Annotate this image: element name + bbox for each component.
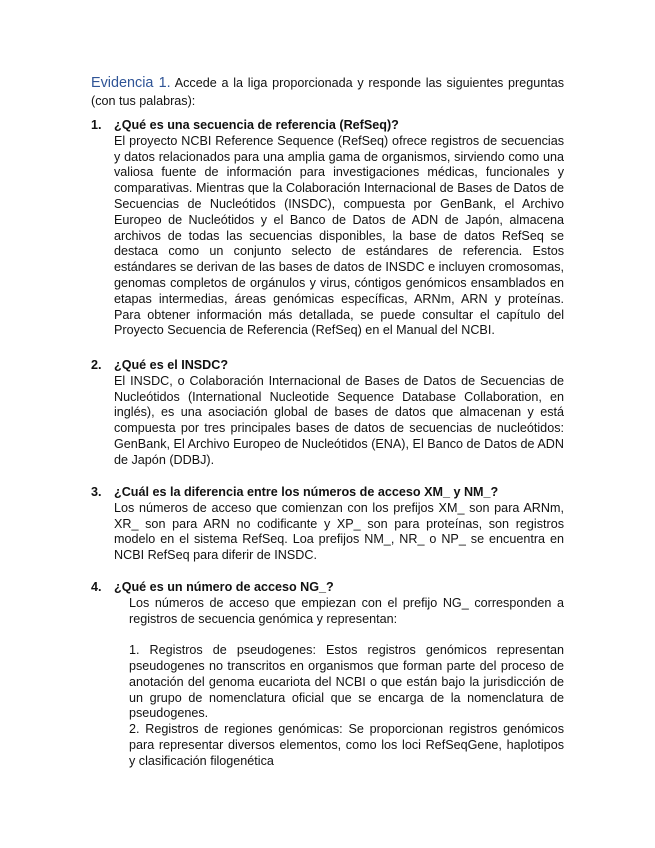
question-2-heading	[91, 358, 564, 374]
question-4-item-2: 2. Registros de regiones genómicas: Se proporcionan registros genómicos para representar diversos elementos, como los loci RefSeqGene, haplotipos y clasificación filogenética	[129, 722, 564, 768]
evidence-instruction: Accede a la liga proporcionada y responde las siguientes preguntas (con tus palabras):	[91, 76, 565, 108]
evidence-label: Evidencia 1.	[91, 75, 171, 91]
question-4-number: 4.	[91, 580, 102, 594]
question-3-number: 3.	[91, 485, 102, 499]
question-4-item-1: 1. Registros de pseudogenes: Estos registros genómicos representan pseudogenes no transcritos en organismos que forman parte del proceso de anotación del genoma eucariota del NCBI o que están bajo la jurisdicción de un grupo de nomenclatura oficial que se encarga de la nomenclatura de pseudogenes.	[129, 643, 564, 721]
question-4	[91, 580, 564, 770]
question-1-title: ¿Qué es una secuencia de referencia (RefSeq)?	[114, 118, 399, 132]
question-2-answer: El INSDC, o Colaboración Internacional de Bases de Datos de Secuencias de Nucleótidos (International Nucleotide Sequence Database Collaboration, en inglés), es una asociación global de bases de datos que almacenan y está compuesta por tres principales bases de datos de secuencias de nucleótidos: GenBank, El Archivo Europeo de Nucleótidos (ENA), El Banco de Datos de ADN de Japón (DDBJ).	[114, 373, 564, 467]
question-3-heading	[91, 485, 564, 501]
question-1-number: 1.	[91, 118, 102, 132]
question-2-title: ¿Qué es el INSDC?	[114, 358, 229, 372]
question-1	[91, 118, 564, 339]
question-3-title: ¿Cuál es la diferencia entre los números de acceso XM_ y NM_?	[114, 485, 499, 499]
question-1-heading	[91, 118, 564, 134]
question-2-number: 2.	[91, 358, 102, 372]
question-4-heading	[91, 580, 564, 596]
question-2	[91, 358, 564, 469]
question-4-title: ¿Qué es un número de acceso NG_?	[114, 580, 334, 594]
question-3-answer: Los números de acceso que comienzan con los prefijos XM_ son para ARNm, XR_ son para ARN no codificante y XP_ son para proteínas, son registros modelo en el sistema RefSeq. Loa prefijos NM_, NR_ o NP_ se encuentra en NCBI RefSeq para diferir de INSDC.	[114, 500, 564, 563]
question-3	[91, 485, 564, 564]
question-4-intro: Los números de acceso que empiezan con el prefijo NG_ corresponden a registros de secuencia genómica y representan:	[129, 595, 564, 626]
evidence-intro	[91, 74, 564, 110]
question-1-answer: El proyecto NCBI Reference Sequence (RefSeq) ofrece registros de secuencias y datos relacionados para una amplia gama de organismos, sirviendo como una valiosa fuente de información para investigaciones médicas, funcionales y comparativas. Mientras que la Colaboración Internacional de Bases de Datos de Secuencias de Nucleótidos (INSDC), compuesta por GenBank, el Archivo Europeo de Nucleótidos y el Banco de Datos de ADN de Japón, almacena archivos de todas las secuencias disponibles, la base de datos RefSeq se destaca como un conjunto selecto de estándares de referencia. Estos estándares se derivan de las bases de datos de INSDC e incluyen cromosomas, genomas completos de orgánulos y virus, cóntigos genómicos ensamblados en etapas intermedias, áreas genómicas específicas, ARNm, ARN y proteínas. Para obtener información más detallada, se puede consultar el capítulo del Proyecto Secuencia de Referencia (RefSeq) en el Manual del NCBI.	[114, 133, 564, 338]
